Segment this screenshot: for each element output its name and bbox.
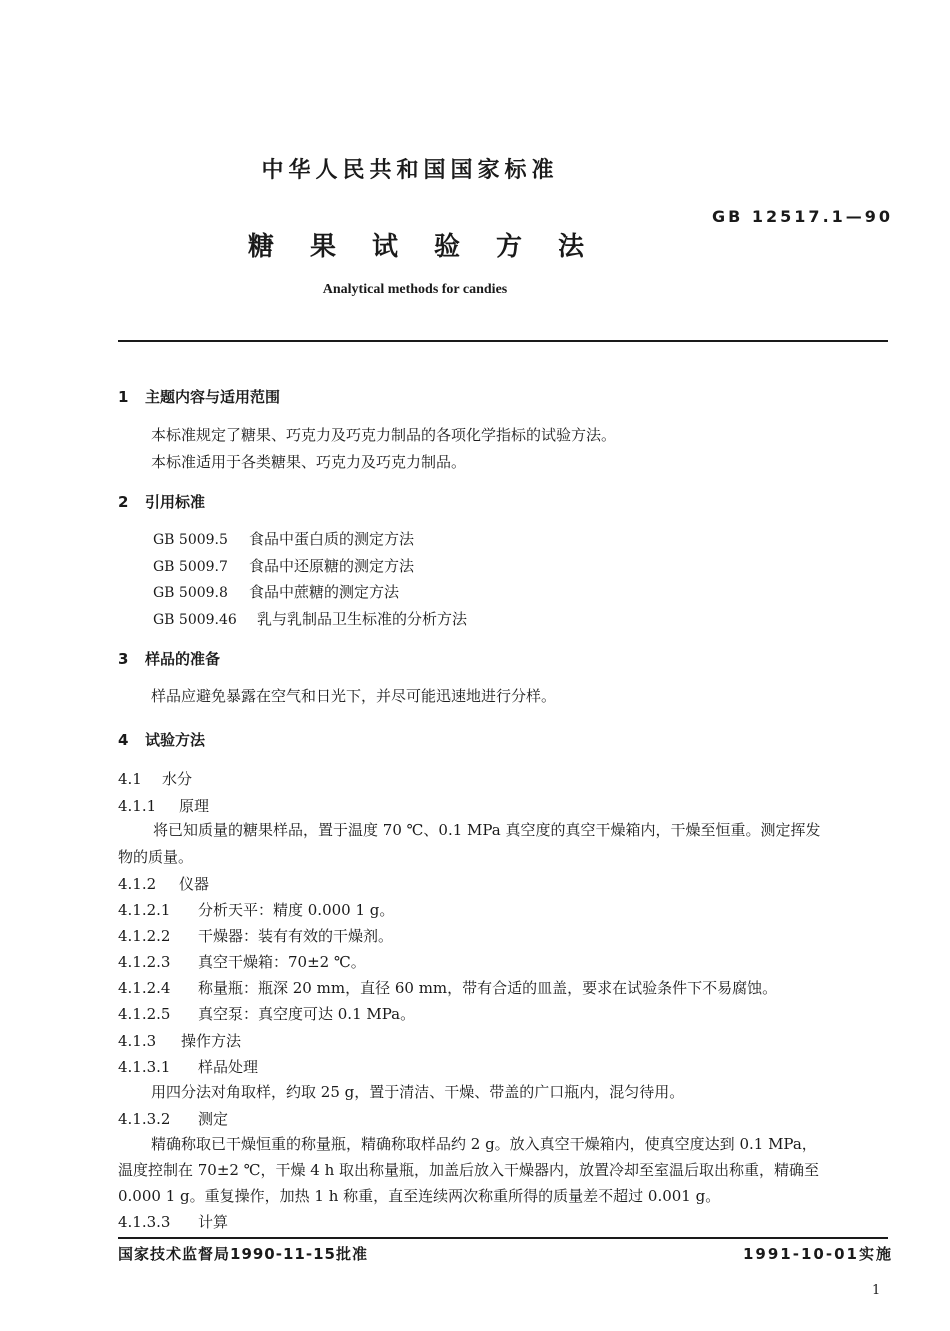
paragraph: 样品应避免暴露在空气和日光下，并尽可能迅速地进行分样。 — [151, 687, 557, 705]
subsection-4-1-3-3 — [118, 1211, 228, 1232]
section-title: 引用标准 — [145, 493, 206, 511]
standard-number: GB 12517.1—90 — [712, 207, 894, 226]
subsection-4-1 — [118, 768, 192, 789]
paragraph: 用四分法对角取样，约取 25 g，置于清洁、干燥、带盖的广口瓶内，混匀待用。 — [151, 1083, 685, 1101]
subsection-4-1-2-5 — [118, 1003, 415, 1024]
subsection-4-1-1 — [118, 795, 209, 816]
section-3-heading — [118, 648, 220, 669]
approval-date: 国家技术监督局1990-11-15批准 — [118, 1245, 368, 1263]
section-2-heading — [118, 491, 205, 512]
item-number: 4.1 — [118, 770, 142, 788]
reference-code: GB 5009.46 — [153, 612, 237, 628]
subsection-4-1-2-4 — [118, 977, 777, 998]
subsection-4-1-2-2 — [118, 925, 393, 946]
header-divider — [118, 340, 888, 342]
item-number: 4.1.2.3 — [118, 953, 171, 971]
national-standard-heading: 中华人民共和国国家标准 — [261, 158, 559, 183]
subsection-4-1-3 — [118, 1030, 241, 1051]
item-text: 仪器 — [179, 875, 210, 893]
reference-name: 食品中还原糖的测定方法 — [249, 557, 415, 575]
item-number: 4.1.3 — [118, 1032, 157, 1050]
item-text: 测定 — [198, 1110, 229, 1128]
document-title-en: Analytical methods for candies — [322, 282, 508, 297]
footer-divider — [118, 1237, 888, 1239]
subsection-4-1-2 — [118, 873, 209, 894]
item-text: 原理 — [179, 797, 210, 815]
section-title: 样品的准备 — [145, 650, 221, 668]
item-number: 4.1.3.3 — [118, 1213, 171, 1231]
paragraph: 精确称取已干燥恒重的称量瓶，精确称取样品约 2 g。放入真空干燥箱内，使真空度达到 0.1 MPa， — [151, 1135, 817, 1153]
reference-item — [153, 555, 414, 576]
item-text: 真空干燥箱：70±2 ℃。 — [198, 953, 366, 971]
paragraph: 本标准规定了糖果、巧克力及巧克力制品的各项化学指标的试验方法。 — [151, 426, 617, 444]
reference-name: 乳与乳制品卫生标准的分析方法 — [257, 610, 468, 628]
paragraph: 0.000 1 g。重复操作，加热 1 h 称重，直至连续两次称重所得的质量差不超过 0.001 g。 — [118, 1187, 721, 1205]
item-text: 样品处理 — [198, 1058, 259, 1076]
reference-code: GB 5009.7 — [153, 559, 228, 575]
reference-name: 食品中蔗糖的测定方法 — [249, 583, 400, 601]
effective-date: 1991-10-01实施 — [743, 1245, 893, 1263]
item-text: 分析天平：精度 0.000 1 g。 — [198, 901, 395, 919]
subsection-4-1-3-2 — [118, 1108, 228, 1129]
item-number: 4.1.2.5 — [118, 1005, 171, 1023]
item-number: 4.1.3.1 — [118, 1058, 171, 1076]
paragraph: 物的质量。 — [118, 848, 194, 866]
item-number: 4.1.2.1 — [118, 901, 171, 919]
section-number: 3 — [118, 650, 129, 668]
section-number: 1 — [118, 388, 129, 406]
item-number: 4.1.3.2 — [118, 1110, 171, 1128]
document-title-cn: 糖果试验方法 — [248, 232, 621, 262]
subsection-4-1-2-3 — [118, 951, 366, 972]
reference-code: GB 5009.8 — [153, 585, 228, 601]
section-4-heading — [118, 729, 205, 750]
section-number: 4 — [118, 731, 129, 749]
reference-item — [153, 608, 467, 629]
item-number: 4.1.2.2 — [118, 927, 171, 945]
item-text: 水分 — [162, 770, 193, 788]
item-number: 4.1.1 — [118, 797, 157, 815]
item-text: 干燥器：装有有效的干燥剂。 — [198, 927, 394, 945]
reference-item — [153, 528, 414, 549]
paragraph: 温度控制在 70±2 ℃，干燥 4 h 取出称量瓶，加盖后放入干燥器内，放置冷却至室温后取出称重，精确至 — [118, 1161, 820, 1179]
section-number: 2 — [118, 493, 129, 511]
section-1-heading — [118, 386, 280, 407]
reference-code: GB 5009.5 — [153, 532, 228, 548]
reference-item — [153, 581, 399, 602]
subsection-4-1-2-1 — [118, 899, 394, 920]
item-text: 真空泵：真空度可达 0.1 MPa。 — [198, 1005, 416, 1023]
item-text: 操作方法 — [181, 1032, 242, 1050]
section-title: 试验方法 — [145, 731, 206, 749]
item-text: 称量瓶：瓶深 20 mm，直径 60 mm，带有合适的皿盖，要求在试验条件下不易腐蚀。 — [198, 979, 778, 997]
item-number: 4.1.2.4 — [118, 979, 171, 997]
item-text: 计算 — [198, 1213, 229, 1231]
item-number: 4.1.2 — [118, 875, 157, 893]
reference-name: 食品中蛋白质的测定方法 — [249, 530, 415, 548]
paragraph: 本标准适用于各类糖果、巧克力及巧克力制品。 — [151, 453, 467, 471]
subsection-4-1-3-1 — [118, 1056, 258, 1077]
section-title: 主题内容与适用范围 — [145, 388, 281, 406]
paragraph: 将已知质量的糖果样品，置于温度 70 ℃、0.1 MPa 真空度的真空干燥箱内，干燥至恒重。测定挥发 — [153, 821, 821, 839]
page-number: 1 — [872, 1283, 881, 1298]
